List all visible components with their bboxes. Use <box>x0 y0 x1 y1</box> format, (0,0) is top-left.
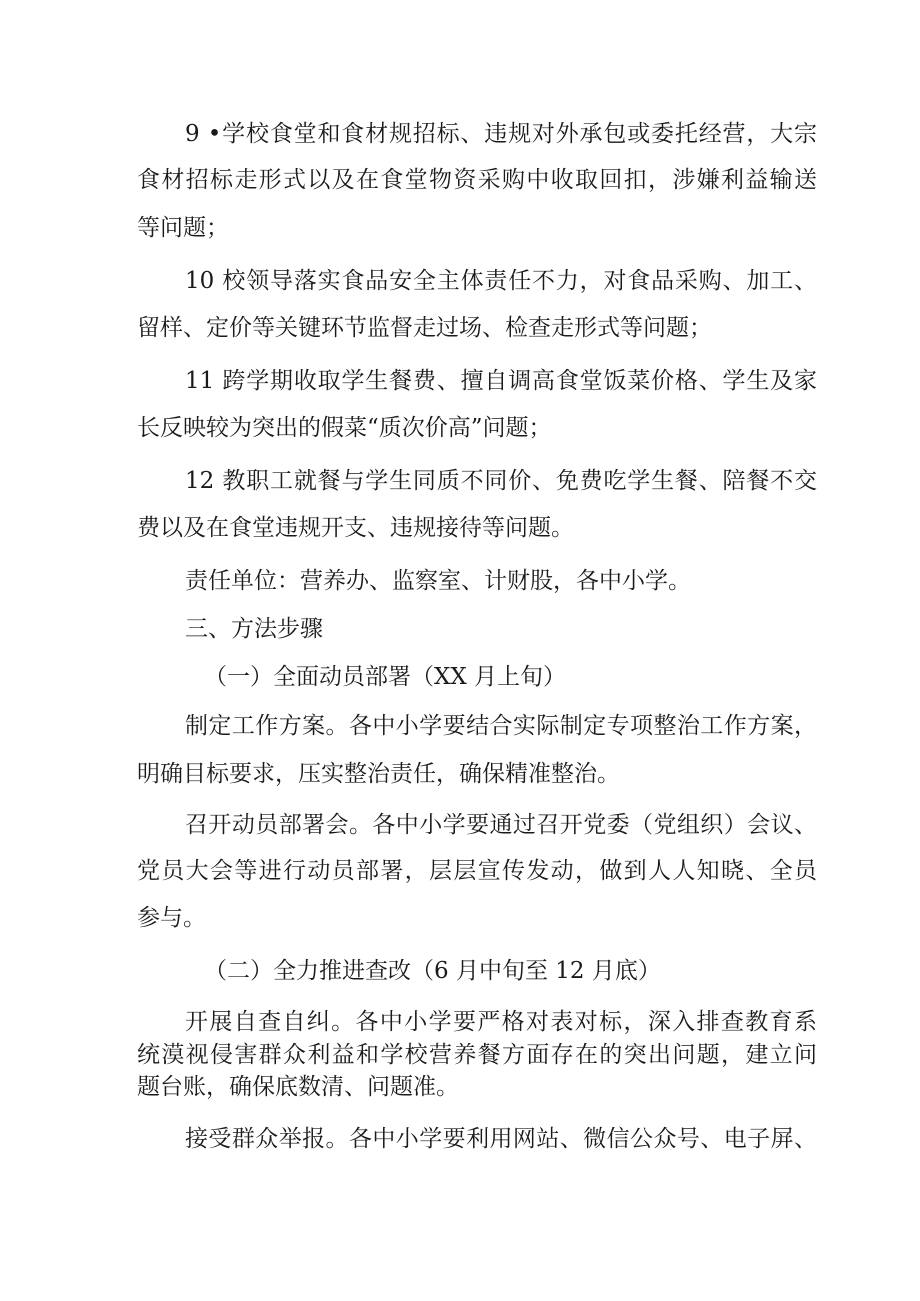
self-inspection-line-2: 统漠视侵害群众利益和学校营养餐方面存在的突出问题，建立问 <box>137 1042 817 1068</box>
subsection-1-heading: （一）全面动员部署（XX 月上旬） <box>204 664 567 690</box>
item-9-line-3: 等问题； <box>137 215 229 241</box>
item-12-line-2: 费以及在食堂违规开支、违规接待等问题。 <box>137 515 574 541</box>
mobilization-line-2: 党员大会等进行动员部署，层层宣传发动，做到人人知晓、全员 <box>137 858 817 884</box>
item-11-line-2: 长反映较为突出的假菜“质次价高”问题； <box>137 415 552 441</box>
item-12-line-1: 12 教职工就餐与学生同质不同价、免费吃学生餐、陪餐不交 <box>185 468 817 494</box>
mobilization-line-1: 召开动员部署会。各中小学要通过召开党委（党组织）会议、 <box>185 812 817 838</box>
mobilization-line-3: 参与。 <box>137 905 206 931</box>
item-10-line-2: 留样、定价等关键环节监督走过场、检查走形式等问题； <box>137 315 712 341</box>
item-9-line-1: 9 •学校食堂和食材规招标、违规对外承包或委托经营，大宗 <box>185 121 817 147</box>
self-inspection-line-3: 题台账，确保底数清、问题准。 <box>137 1074 459 1100</box>
section-3-heading: 三、方法步骤 <box>185 616 323 642</box>
subsection-2-heading: （二）全力推进查改（6 月中旬至 12 月底） <box>204 958 661 984</box>
responsible-units-line: 责任单位：营养办、监察室、计财股，各中小学。 <box>185 568 691 594</box>
public-reports-line-1: 接受群众举报。各中小学要利用网站、微信公众号、电子屏、 <box>185 1126 817 1152</box>
item-10-line-1: 10 校领导落实食品安全主体责任不力，对食品采购、加工、 <box>185 268 817 294</box>
item-9-line-2: 食材招标走形式以及在食堂物资采购中收取回扣，涉嫌利益输送 <box>137 167 817 193</box>
self-inspection-line-1: 开展自查自纠。各中小学要严格对表对标，深入排查教育系 <box>185 1009 817 1035</box>
work-plan-line-1: 制定工作方案。各中小学要结合实际制定专项整治工作方案， <box>185 713 817 739</box>
work-plan-line-2: 明确目标要求，压实整治责任，确保精准整治。 <box>137 761 620 787</box>
item-11-line-1: 11 跨学期收取学生餐费、擅自调高食堂饭菜价格、学生及家 <box>185 368 817 394</box>
